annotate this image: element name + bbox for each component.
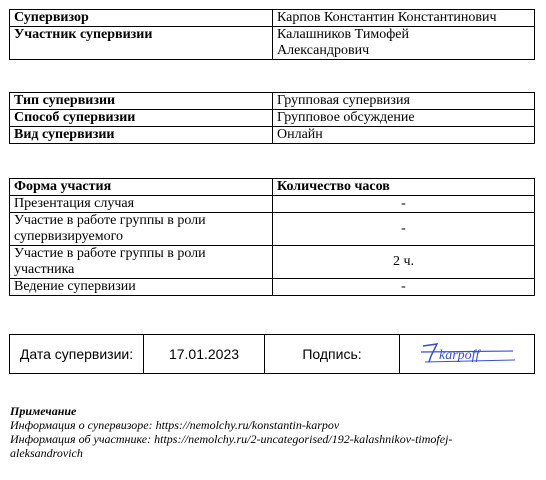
table-row — [10, 279, 535, 296]
supervisor-info-text: Информация о супервизоре: https://nemolchy.ru/konstantin-karpov — [10, 418, 340, 432]
signature-text: karpoff — [439, 348, 480, 363]
date-label: Дата супервизии: — [10, 335, 144, 374]
note-title: Примечание — [10, 404, 77, 418]
note-block — [10, 404, 536, 460]
hours-count-cell: - — [273, 279, 535, 296]
participation-form-line2: участника — [14, 262, 75, 277]
participation-form-line1: Участие в работе группы в роли — [14, 213, 206, 228]
date-signature-table — [9, 334, 535, 374]
participant-value — [273, 27, 535, 60]
signature-cell — [400, 335, 535, 374]
hours-count-cell: 2 ч. — [273, 246, 535, 279]
participant-info-line1: Информация об участнике: https://nemolchy.ru/2-uncategorised/192-kalashnikov-timofej- — [10, 432, 453, 446]
supervision-info-table — [9, 9, 535, 60]
method-label: Способ супервизии — [10, 110, 273, 127]
supervisor-label: Супервизор — [10, 10, 273, 27]
supervision-type-table — [9, 92, 535, 144]
participation-form-cell: Презентация случая — [10, 196, 273, 213]
participation-form-cell — [10, 246, 273, 279]
participation-hours-table — [9, 178, 535, 296]
signature-label: Подпись: — [265, 335, 400, 374]
table-row — [10, 110, 535, 127]
date-value: 17.01.2023 — [144, 335, 265, 374]
table-row — [10, 127, 535, 144]
participation-form-cell: Ведение супервизии — [10, 279, 273, 296]
kind-label: Вид супервизии — [10, 127, 273, 144]
type-label: Тип супервизии — [10, 93, 273, 110]
table-row — [10, 196, 535, 213]
table-row — [10, 213, 535, 246]
type-value: Групповая супервизия — [273, 93, 535, 110]
participation-form-header: Форма участия — [10, 179, 273, 196]
participant-label: Участник супервизии — [10, 27, 273, 60]
kind-value: Онлайн — [273, 127, 535, 144]
hours-count-cell: - — [273, 213, 535, 246]
table-row — [10, 10, 535, 27]
table-header-row — [10, 179, 535, 196]
table-row — [10, 27, 535, 60]
participant-value-line2: Александрович — [277, 43, 370, 58]
hours-count-cell: - — [273, 196, 535, 213]
hours-count-header: Количество часов — [273, 179, 535, 196]
participant-info-line2: aleksandrovich — [10, 446, 83, 460]
signature-image — [417, 340, 517, 368]
participation-form-line1: Участие в работе группы в роли — [14, 246, 206, 261]
method-value: Групповое обсуждение — [273, 110, 535, 127]
participation-form-cell — [10, 213, 273, 246]
table-row — [10, 93, 535, 110]
participation-form-line2: супервизируемого — [14, 229, 123, 244]
table-row — [10, 246, 535, 279]
participant-value-line1: Калашников Тимофей — [277, 27, 409, 42]
table-row — [10, 335, 535, 374]
supervisor-value: Карпов Константин Константинович — [273, 10, 535, 27]
